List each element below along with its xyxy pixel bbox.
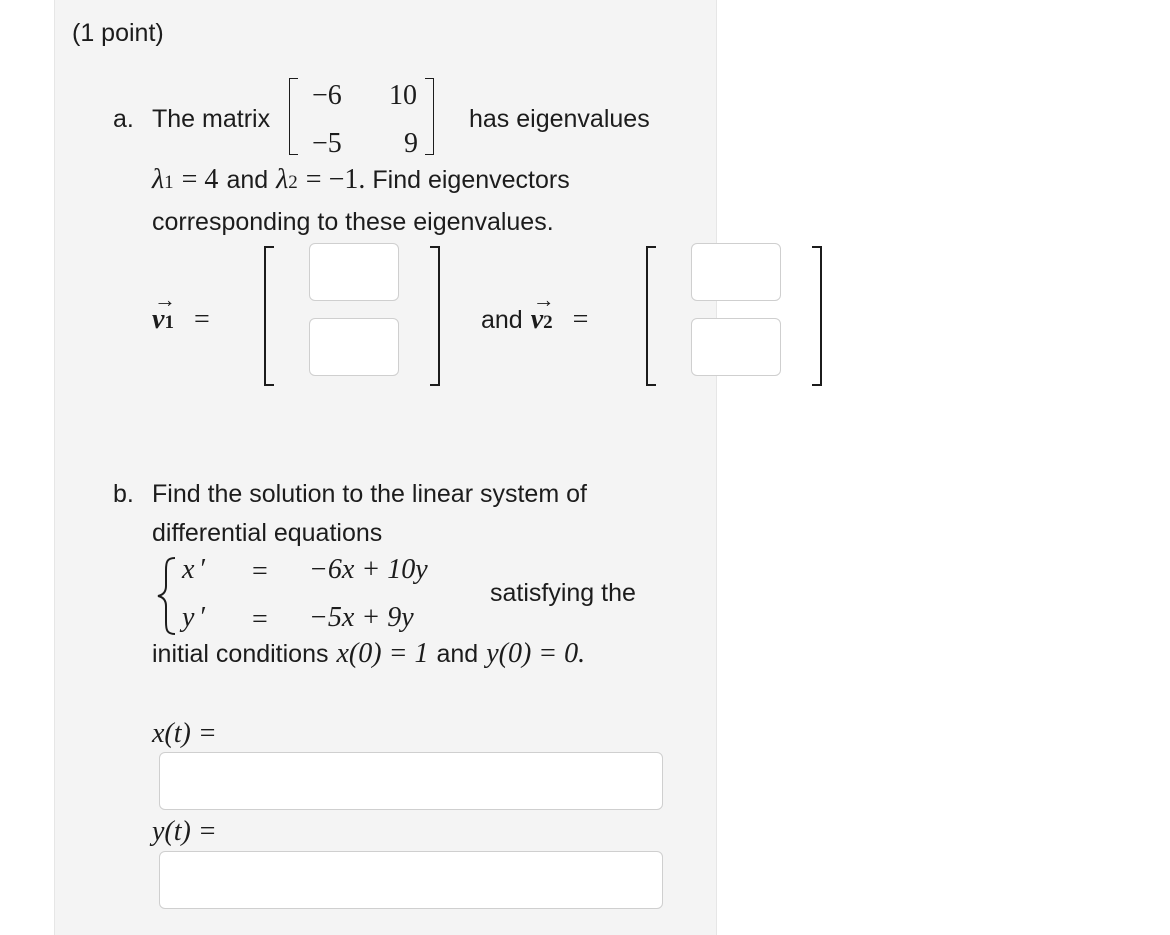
x-t-label: x(t) = (152, 718, 217, 749)
lambda2-symbol: λ (276, 164, 289, 195)
x0-condition: x(0) = 1 (336, 638, 429, 669)
eq2-lhs: y (182, 602, 195, 633)
initial-conditions-line (152, 638, 585, 670)
v2-subscript: 2 (543, 312, 553, 333)
eq2-prime: ′ (200, 602, 207, 633)
lambda1-subscript: 1 (164, 172, 174, 193)
part-a-label: a. (113, 105, 134, 133)
part-b-line2: differential equations (152, 519, 383, 547)
points-label: (1 point) (72, 19, 164, 47)
lambda-and-text: and (226, 166, 269, 194)
matrix-r1c2: 10 (389, 80, 417, 111)
matrix-left-bracket (289, 78, 298, 155)
v2-label (481, 304, 588, 336)
v1-vector-symbol: → v (152, 304, 164, 336)
v1-left-bracket (264, 246, 274, 386)
matrix-r2c1: −5 (312, 128, 342, 159)
satisfying-text: satisfying the (490, 579, 636, 607)
eq1-rhs: −6x + 10y (309, 554, 428, 585)
part-b-label: b. (113, 480, 134, 508)
v1-equals: = (193, 304, 210, 335)
v2-left-bracket (646, 246, 656, 386)
v2-right-bracket (812, 246, 822, 386)
eq2-rhs: −5x + 9y (309, 602, 414, 633)
v2-equals: = (572, 304, 589, 335)
y-t-input[interactable] (159, 851, 663, 909)
eq2-equals: = (252, 604, 268, 635)
v1-right-bracket (430, 246, 440, 386)
initial-and: and (436, 640, 479, 668)
eq1-lhs: x (182, 554, 195, 585)
v1-bottom-input[interactable] (309, 318, 399, 376)
y-t-label: y(t) = (152, 816, 217, 847)
v2-and-text: and (481, 306, 523, 334)
eigenvalues-line (152, 164, 570, 196)
lambda2-subscript: 2 (288, 172, 298, 193)
matrix-intro-text: The matrix (152, 105, 271, 133)
has-eigenvalues-text: has eigenvalues (469, 105, 650, 133)
system-brace (155, 556, 177, 636)
eq1-prime: ′ (200, 554, 207, 585)
v2-vector-symbol: → v (531, 304, 543, 336)
lambda1-value: = 4 (181, 164, 219, 195)
eigenvalues-line3: corresponding to these eigenvalues. (152, 208, 554, 236)
v1-label (152, 304, 210, 336)
initial-prefix: initial conditions (152, 640, 329, 668)
matrix-r2c2: 9 (404, 128, 418, 159)
part-b-line1: Find the solution to the linear system of (152, 480, 587, 508)
x-t-input[interactable] (159, 752, 663, 810)
eq1-equals: = (252, 556, 268, 587)
v1-top-input[interactable] (309, 243, 399, 301)
matrix-r1c1: −6 (312, 80, 342, 111)
lambda1-symbol: λ (152, 164, 165, 195)
lambda2-value: = −1. (305, 164, 366, 195)
v2-bottom-input[interactable] (691, 318, 781, 376)
v1-subscript: 1 (164, 312, 174, 333)
matrix-right-bracket (425, 78, 434, 155)
find-eigenvectors-text: Find eigenvectors (372, 166, 570, 194)
y0-condition: y(0) = 0. (486, 638, 586, 669)
v2-top-input[interactable] (691, 243, 781, 301)
